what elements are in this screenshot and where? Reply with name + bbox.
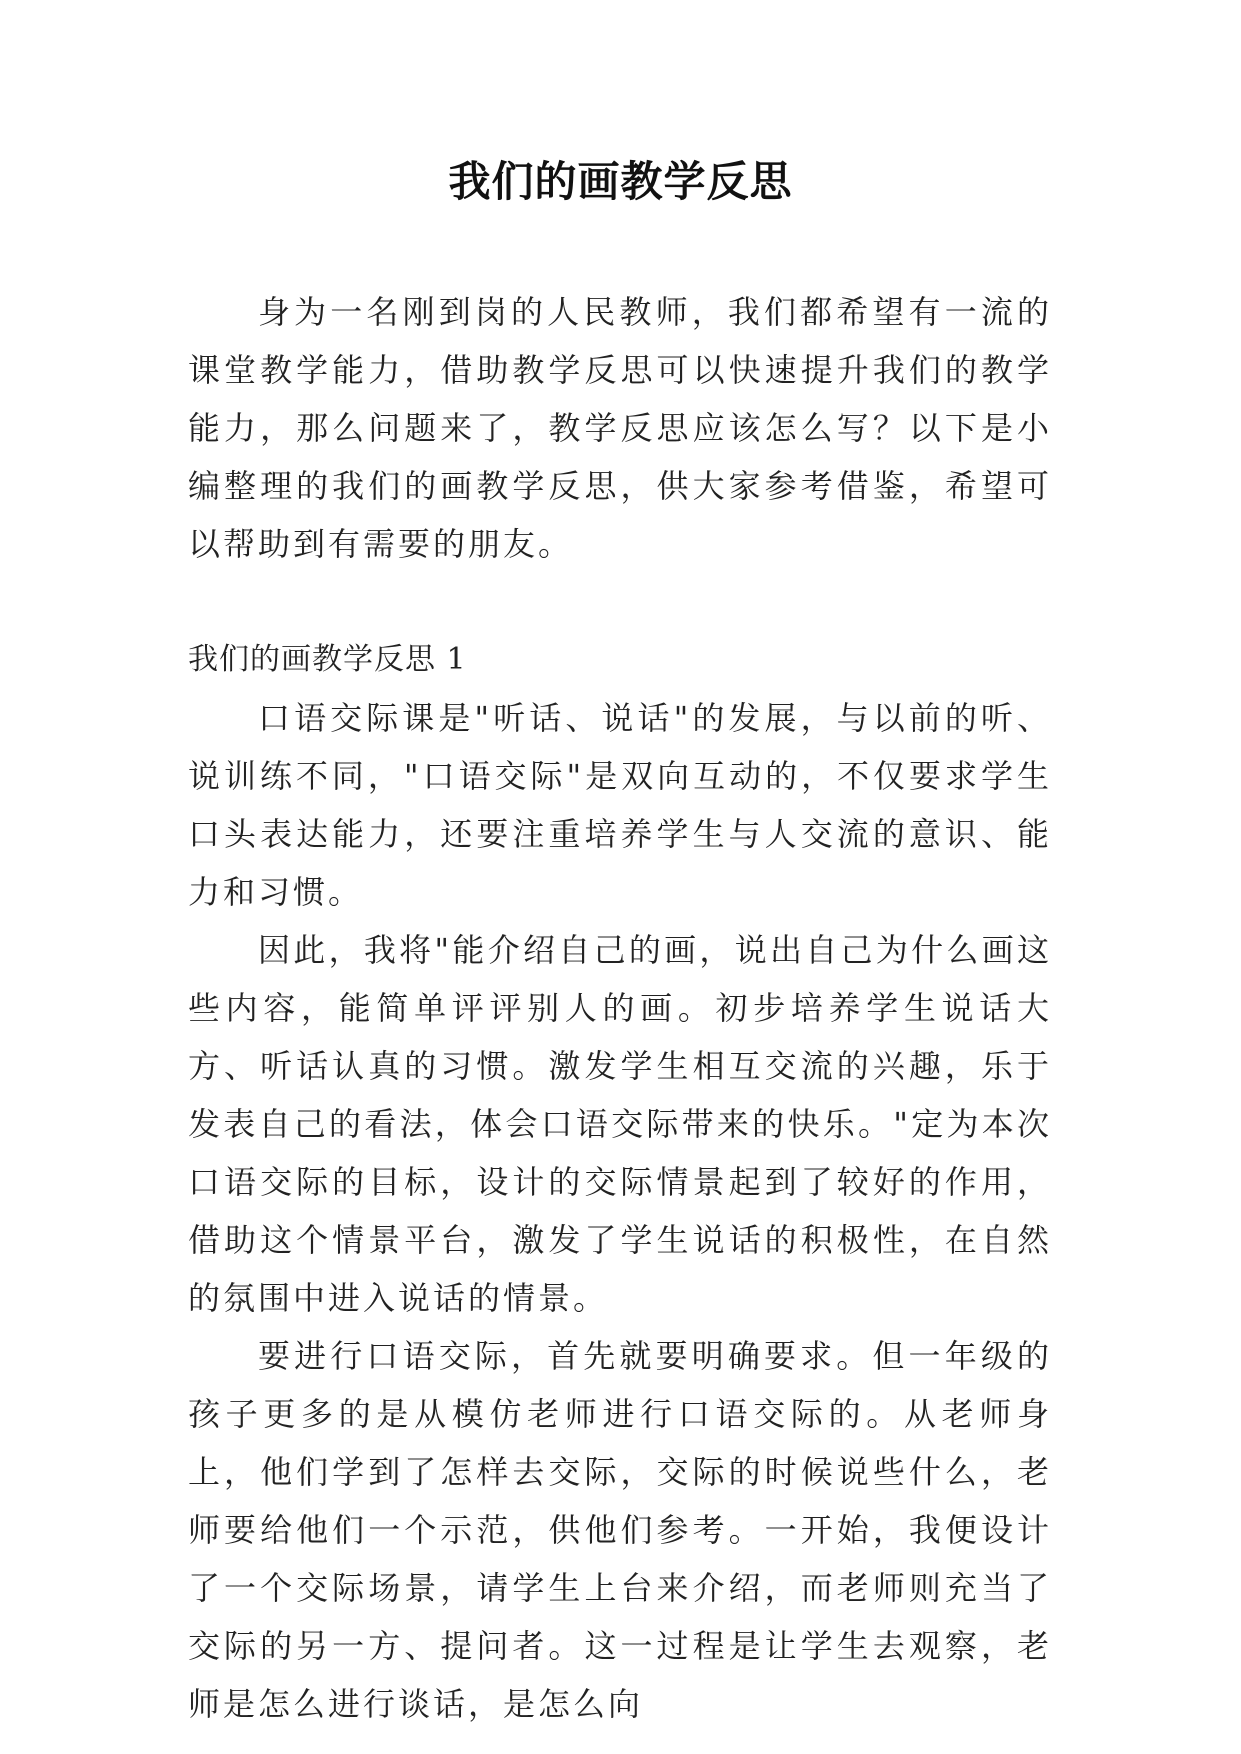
body-paragraph-1: 口语交际课是"听话、说话"的发展，与以前的听、说训练不同，"口语交际"是双向互动的，不仅要求学生口头表达能力，还要注重培养学生与人交流的意识、能力和习惯。 bbox=[188, 699, 1052, 911]
body-paragraph-3: 要进行口语交际，首先就要明确要求。但一年级的孩子更多的是从模仿老师进行口语交际的。从老师身上，他们学到了怎样去交际，交际的时候说些什么，老师要给他们一个示范，供他们参考。一开始，我便设计了一个交际场景，请学生上台来介绍，而老师则充当了交际的另一方、提问者。这一过程是让学生去观察，老师是怎么进行谈话，是怎么向 bbox=[188, 1337, 1052, 1723]
document-title: 我们的画教学反思 bbox=[448, 157, 793, 206]
body-paragraph-2: 因此，我将"能介绍自己的画，说出自己为什么画这些内容，能简单评评别人的画。初步培养学生说话大方、听话认真的习惯。激发学生相互交流的兴趣，乐于发表自己的看法，体会口语交际带来的快乐。"定为本次口语交际的目标，设计的交际情景起到了较好的作用，借助这个情景平台，激发了学生说话的积极性，在自然的氛围中进入说话的情景。 bbox=[188, 931, 1052, 1317]
section-heading: 我们的画教学反思 1 bbox=[188, 642, 467, 677]
intro-paragraph: 身为一名刚到岗的人民教师，我们都希望有一流的课堂教学能力，借助教学反思可以快速提升我们的教学能力，那么问题来了，教学反思应该怎么写？以下是小编整理的我们的画教学反思，供大家参考借鉴，希望可以帮助到有需要的朋友。 bbox=[188, 293, 1052, 563]
document-body bbox=[188, 283, 1052, 1733]
